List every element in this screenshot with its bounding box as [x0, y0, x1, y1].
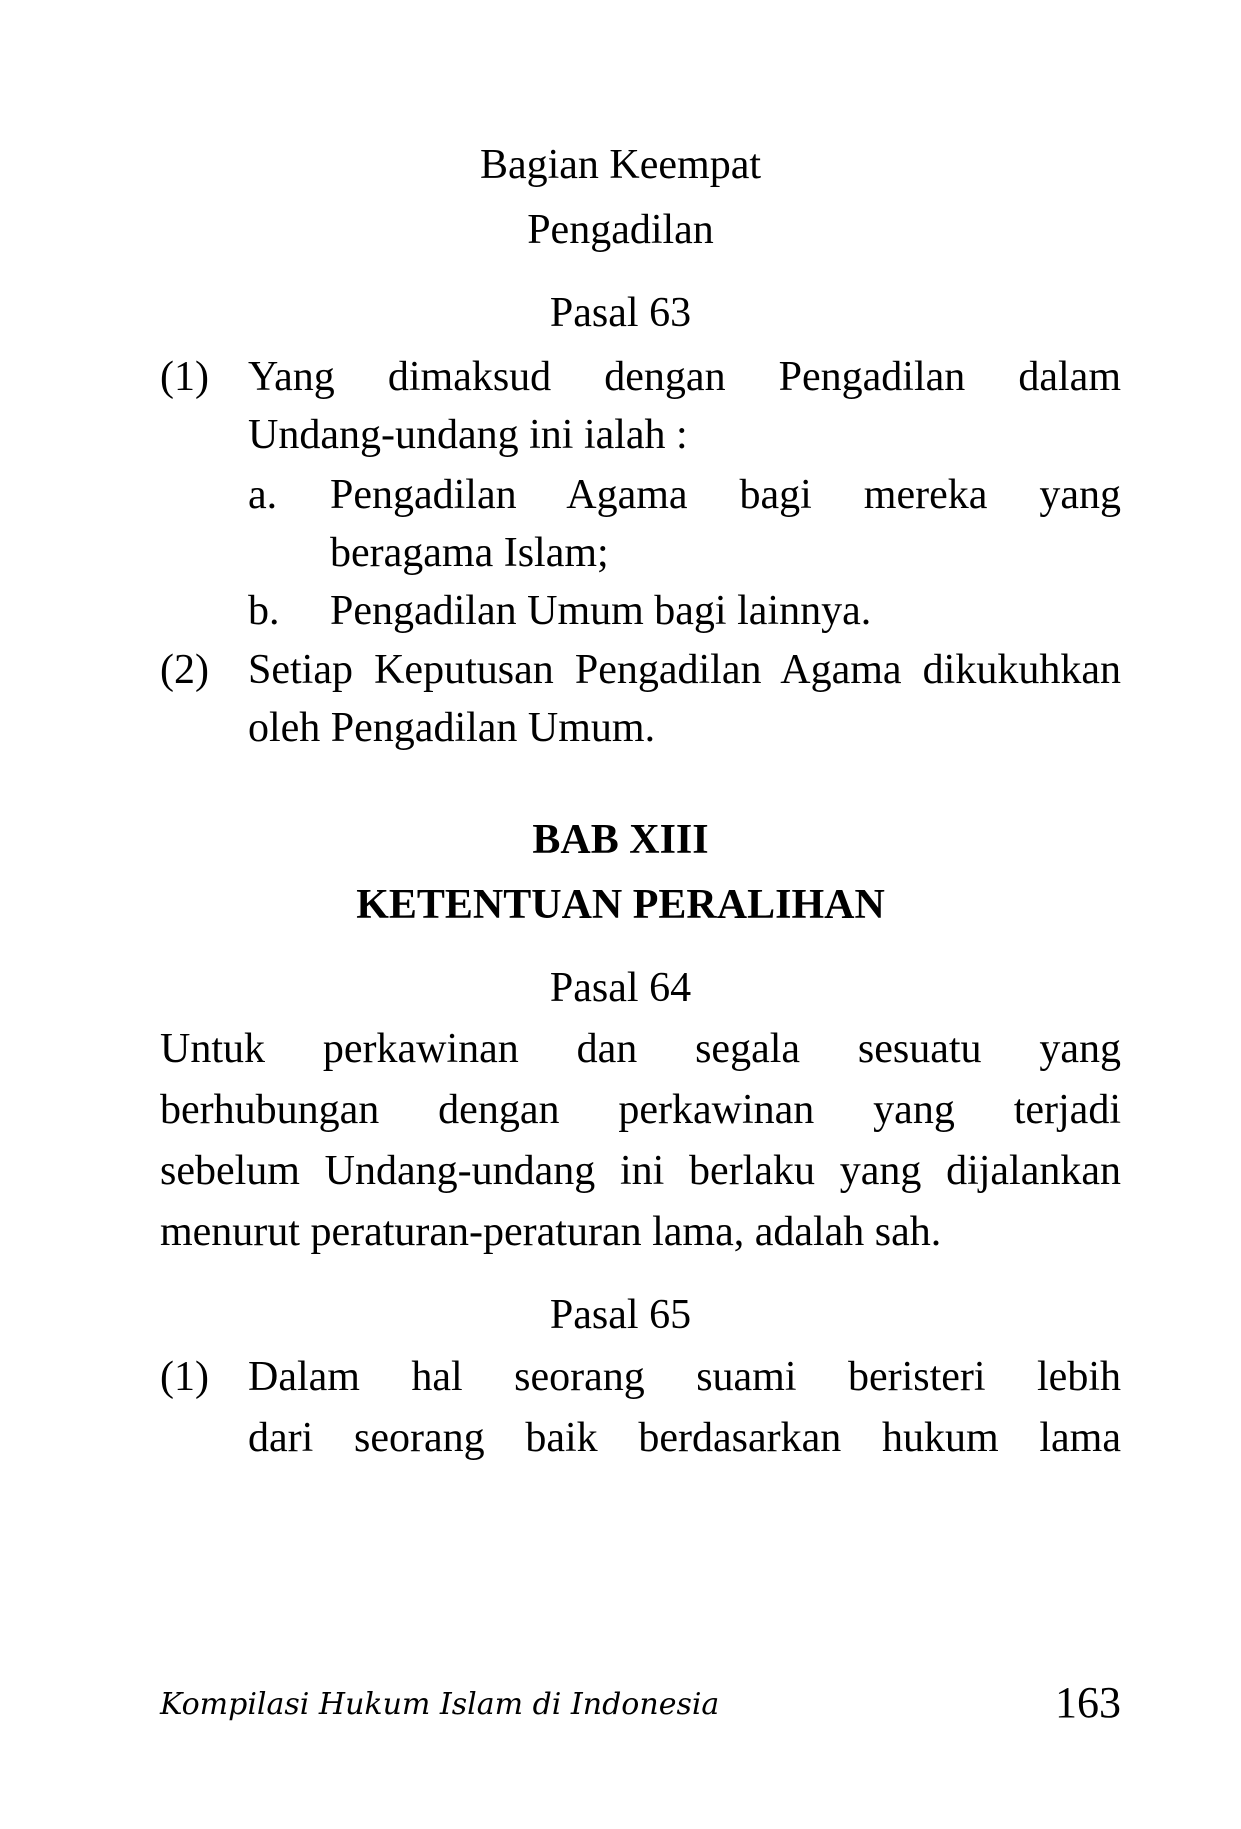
footer-book-title: Kompilasi Hukum Islam di Indonesia: [160, 1687, 720, 1722]
pasal-65-heading: Pasal 65: [549, 1292, 692, 1338]
pasal-65-item-1-line-1: Dalam hal seorang suami beristeri lebih: [248, 1354, 1121, 1400]
pasal-63-sub-a-label: a.: [248, 472, 278, 518]
pasal-63-item-1-line-1: Yang dimaksud dengan Pengadilan dalam: [248, 354, 1121, 400]
pasal-64-line-4: menurut peraturan-peraturan lama, adalah sah.: [160, 1209, 942, 1255]
pasal-63-heading: Pasal 63: [549, 290, 692, 336]
pasal-64-line-3: sebelum Undang-undang ini berlaku yang dijalankan: [160, 1148, 1121, 1194]
pasal-64-line-1: Untuk perkawinan dan segala sesuatu yang: [160, 1026, 1121, 1072]
pasal-63-sub-b-line-1: Pengadilan Umum bagi lainnya.: [330, 588, 872, 634]
pasal-63-item-2-line-2: oleh Pengadilan Umum.: [248, 705, 656, 751]
pasal-63-sub-b-label: b.: [248, 588, 280, 634]
section-title: Pengadilan: [527, 207, 714, 253]
pasal-63-item-2-number: (2): [160, 647, 209, 693]
pasal-65-item-1-line-2: dari seorang baik berdasarkan hukum lama: [248, 1415, 1121, 1461]
section-part: Bagian Keempat: [479, 142, 762, 188]
pasal-64-heading: Pasal 64: [549, 965, 692, 1011]
pasal-63-item-1-number: (1): [160, 354, 209, 400]
pasal-63-sub-a-line-1: Pengadilan Agama bagi mereka yang: [330, 472, 1121, 518]
page-number: 163: [1055, 1678, 1121, 1727]
chapter-title: KETENTUAN PERALIHAN: [356, 882, 885, 928]
pasal-63-sub-a-line-2: beragama Islam;: [330, 530, 609, 576]
pasal-63-item-2-line-1: Setiap Keputusan Pengadilan Agama dikukuhkan: [248, 647, 1121, 693]
pasal-64-line-2: berhubungan dengan perkawinan yang terjadi: [160, 1087, 1121, 1133]
chapter-number: BAB XIII: [532, 817, 709, 863]
pasal-65-item-1-number: (1): [160, 1354, 209, 1400]
pasal-63-item-1-line-2: Undang-undang ini ialah :: [248, 412, 688, 458]
